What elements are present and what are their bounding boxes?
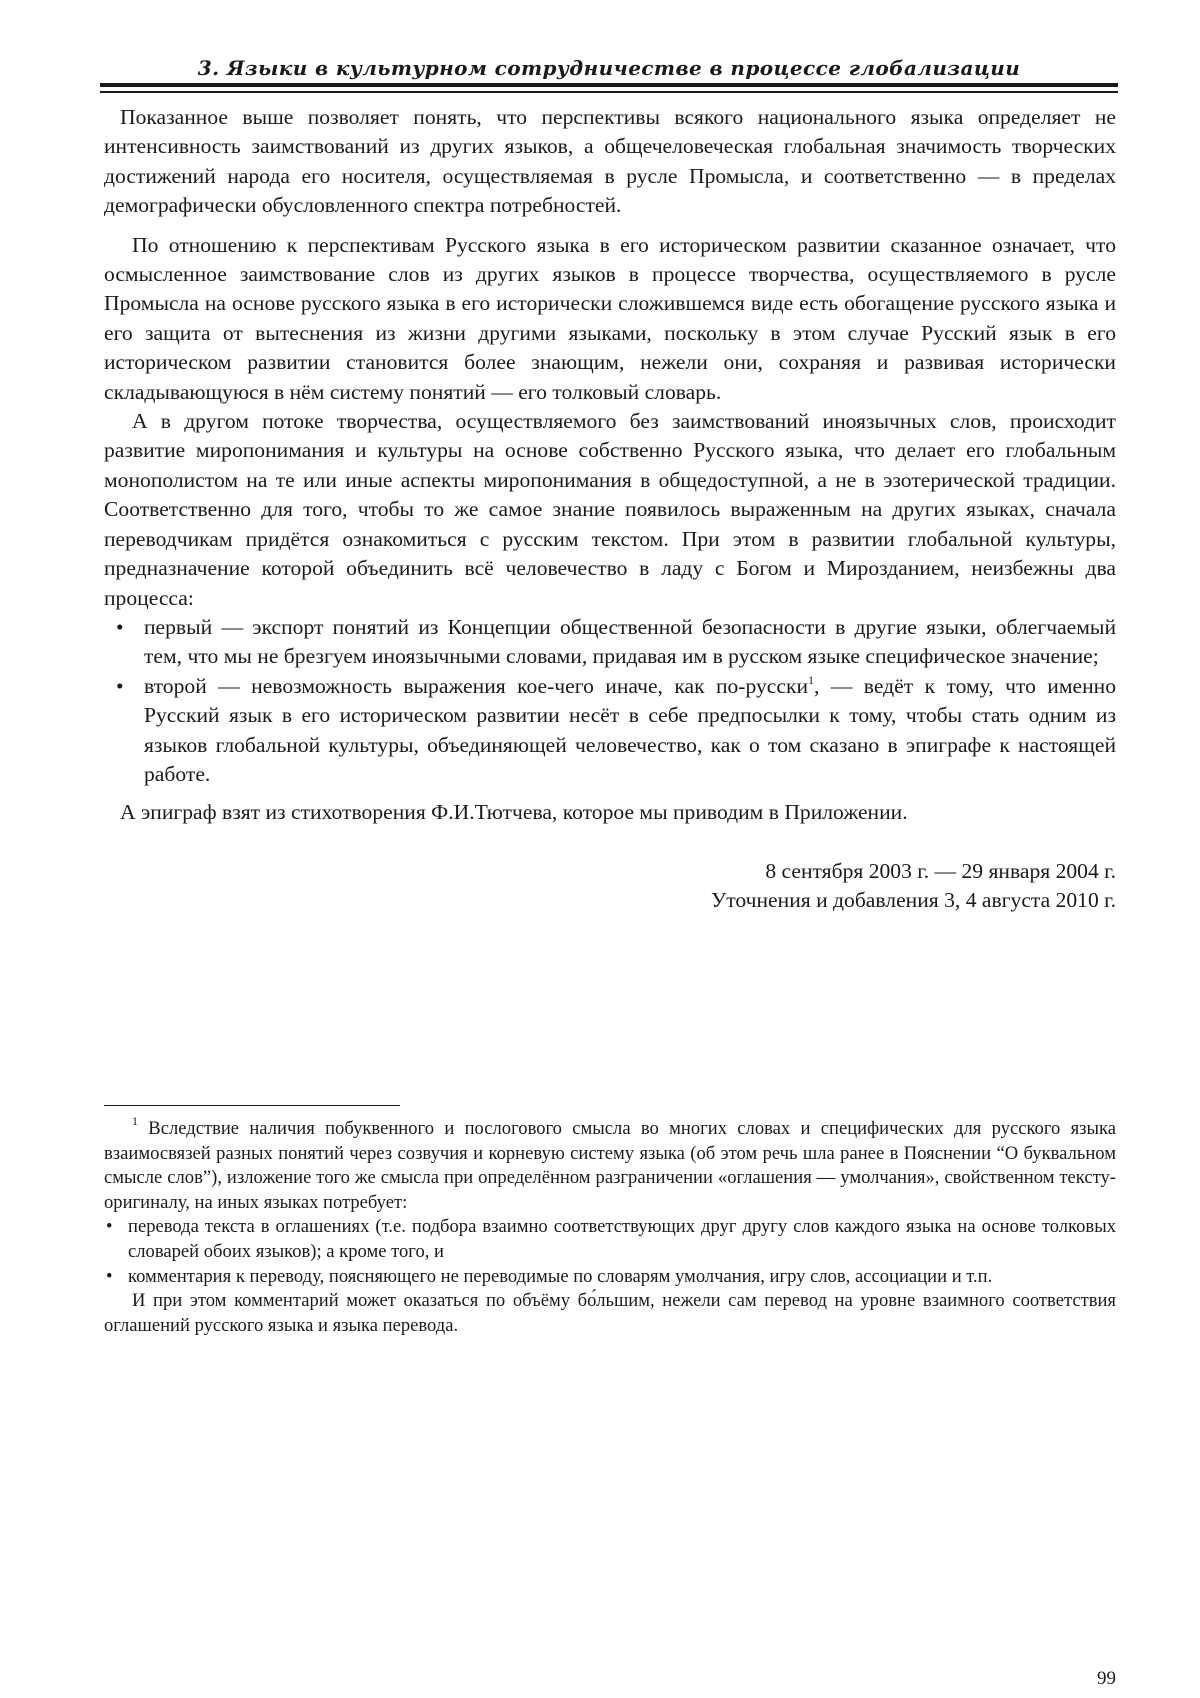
list-item-text-continued: , — ведёт к тому, что именно Русский язык в его историческом развитии несёт в себе предпосылки к тому, чтобы стать одним из языков глобальной культуры, объединяющей человечество, как о том сказано в эпиграфе к настоящей работе. xyxy=(144,673,1116,786)
footnote-number: 1 xyxy=(132,1114,138,1128)
list-item-text: комментария к переводу, поясняющего не переводимые по словарям умолчания, игру слов, ассоциации и т.п. xyxy=(128,1265,993,1287)
footnote-list xyxy=(104,1215,1116,1289)
paragraph-3: А в другом потоке творчества, осуществляемого без заимствований иноязычных слов, происходит развитие миропонимания и культуры на основе собственно Русского языка, что делает его глобальным монополистом на те или иные аспекты миропонимания в общедоступной, а не в эзотерической традиции. Соответственно для того, чтобы то же самое знание появилось выраженным на других языках, сначала переводчикам придётся ознакомиться с русским текстом. При этом в развитии глобальной культуры, предназначение которой объединить всё человечество в ладу с Богом и Мирозданием, неизбежны два процесса: xyxy=(104,409,1116,610)
list-item xyxy=(104,672,1116,790)
list-item-text: перевода текста в оглашениях (т.е. подбора взаимно соответствующих друг другу слов каждого языка на основе толковых словарей обоих языков); а кроме того, и xyxy=(128,1216,1116,1262)
paragraph-1: Показанное выше позволяет понять, что перспективы всякого национального языка определяет не интенсивность заимствований из других языков, а общечеловеческая глобальная значимость творческих достижений народа его носителя, осуществляемая в русле Промысла, и соответственно — в пределах демографически обусловленного спектра потребностей. xyxy=(104,105,1116,218)
list-item xyxy=(104,613,1116,672)
footnote xyxy=(104,1114,1116,1338)
date-line: 8 сентября 2003 г. — 29 января 2004 г. xyxy=(765,858,1116,883)
footnote-intro xyxy=(104,1114,1116,1215)
paragraph-epigraph: А эпиграф взят из стихотворения Ф.И.Тютчева, которое мы приводим в Приложении. xyxy=(120,800,908,825)
footnote-reference[interactable]: 1 xyxy=(808,672,815,687)
footnote-separator xyxy=(104,1105,400,1106)
footnote-intro-text: Вследствие наличия побуквенного и послогового смысла во многих словах и специфических для русского языка взаимосвязей разных понятий через созвучия и корневую систему языка (об этом речь шла ранее в Пояснении “О буквальном смысле слов”), изложение того же смысла при определённом разграничении «оглашения — умолчания», свойственном тексту-оригиналу, на иных языках потребует: xyxy=(104,1118,1116,1213)
page-number: 99 xyxy=(1097,1668,1116,1689)
footnote-closing: И при этом комментарий может оказаться по объёму бо́льшим, нежели сам перевод на уровне взаимного соответствия оглашений русского языка и языка перевода. xyxy=(104,1290,1116,1336)
running-header: 3. Языки в культурном сотрудничестве в процессе глобализации xyxy=(197,56,1021,80)
list-item xyxy=(104,1215,1116,1264)
list-item xyxy=(104,1265,1116,1290)
list-item-text: первый — экспорт понятий из Концепции общественной безопасности в другие языки, облегчаемый тем, что мы не брезгуем иноязычными словами, придавая им в русском языке специфическое значение; xyxy=(144,614,1116,669)
main-text xyxy=(104,103,1116,916)
header-rule-thick xyxy=(100,83,1118,87)
header-rule-thin xyxy=(100,91,1118,93)
date-block xyxy=(104,857,1116,916)
bullet-icon: • xyxy=(116,673,124,698)
bullet-icon: • xyxy=(106,1265,113,1287)
list-item-text: второй — невозможность выражения кое-чего иначе, как по-русски xyxy=(144,673,809,698)
paragraph-2: По отношению к перспективам Русского языка в его историческом развитии сказанное означает, что осмысленное заимствование слов из других языков в процессе творчества, осуществляемого в русле Промысла на основе русского языка в его исторически сложившемся виде есть обогащение русского языка и его защита от вытеснения из жизни другими языками, поскольку в этом случае Русский язык в его историческом развитии становится более знающим, нежели они, сохраняя и развивая исторически складывающуюся в нём систему понятий — его толковый словарь. xyxy=(104,232,1116,404)
revision-line: Уточнения и добавления 3, 4 августа 2010 г. xyxy=(710,888,1116,913)
bullet-icon: • xyxy=(106,1216,113,1238)
bullet-icon: • xyxy=(116,614,124,639)
process-list xyxy=(104,613,1116,789)
